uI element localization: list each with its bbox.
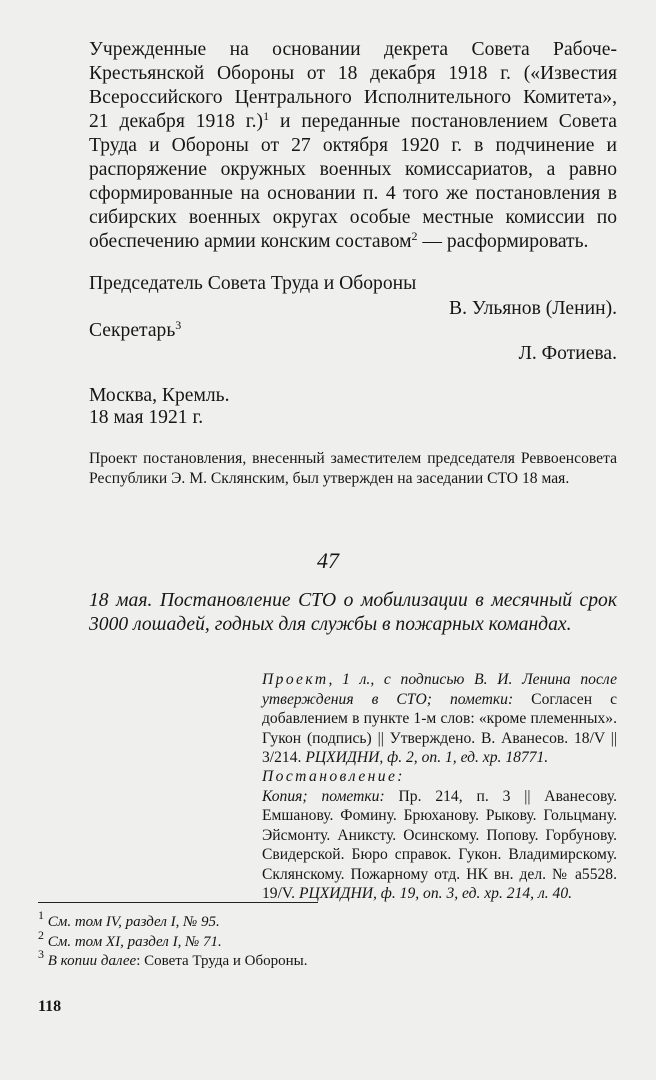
footnote-1-num: 1 (38, 908, 44, 922)
footnote-1 (38, 908, 598, 933)
archive-project (262, 670, 617, 768)
document-heading: 18 мая. Постановление СТО о мобилизации в месячный срок 3000 лошадей, годных для службы в пожарных командах. (89, 590, 617, 635)
project-marks-label: пометки: (449, 690, 514, 708)
place: Москва, Кремль. (89, 385, 230, 406)
project-desc: , 1 л., с подписью В. И. Ленина после утверждения в СТО; (262, 671, 617, 708)
decree-label: Постановление: (262, 768, 405, 785)
archive-decree (262, 767, 617, 904)
decree-copy-label: Копия; пометки: (262, 787, 385, 805)
secretary-title (89, 319, 617, 343)
chair-title: Председатель Совета Труда и Обороны (89, 273, 417, 294)
project-label: Проект (262, 671, 329, 688)
decree-text (89, 38, 617, 254)
date: 18 мая 1921 г. (89, 407, 204, 428)
footnote-ref-3: 3 (175, 318, 182, 332)
page-number: 118 (38, 998, 62, 1015)
secretary-name: Л. Фотиева. (518, 343, 617, 364)
footnote-1-text: См. том IV, раздел I, № 95. (47, 914, 220, 930)
main-paragraph (89, 38, 617, 254)
footnote-3-pre: В копии далее (47, 953, 137, 969)
footnote-ref-1: 1 (263, 109, 270, 123)
project-archive-ref: РЦХИДНИ, ф. 2, оп. 1, ед. хр. 18771. (305, 749, 549, 766)
main-paragraph-part2: и переданные постановлением Совета Труда и Обороны от 27 октября 1920 г. в подчинение и распоряжение окружных военных комиссариатов, а равно сформированные на основании п. 4 того же постановления в сибирских военных округах особые местные комиссии по обеспечению армии конским составом (89, 111, 617, 252)
decree-archive-ref: РЦХИДНИ, ф. 19, оп. 3, ед. хр. 214, л. 40. (298, 885, 573, 902)
editorial-note: Проект постановления, внесенный заместителем председателя Реввоенсовета Республики Э. М. Склянским, был утвержден на заседании СТО 18 мая. (89, 450, 617, 487)
main-paragraph-part1: Учрежденные на основании декрета Совета Рабоче-Крестьянской Обороны от 18 декабря 1918 г. («Известия Всероссийского Центрального Исполнительного Комитета», 21 декабря 1918 г.) (89, 39, 617, 132)
decree-marks: Пр. 214, п. 3 || Аванесову. Емшанову. Фомину. Брюханову. Рыкову. Гольцману. Эйсмонту. Аниксту. Осинскому. Попову. Горбунову. Свидерской. Бюро справок. Гукон. Владимирскому. Склянскому. Пожарному отд. НК вн. дел. № а5528. 19/V. (262, 787, 617, 902)
footnote-ref-2: 2 (411, 229, 418, 243)
main-paragraph-part3: — расформировать. (417, 231, 589, 252)
footnote-3-post: : Совета Труда и Обороны. (136, 953, 308, 969)
footnote-3 (38, 947, 598, 972)
footnotes (38, 908, 598, 972)
footnote-2 (38, 927, 598, 953)
document-number: 47 (317, 548, 339, 573)
footnote-2-num: 2 (38, 927, 44, 942)
footnote-3-num: 3 (38, 947, 44, 961)
footnote-divider (38, 902, 318, 903)
chair-name: В. Ульянов (Ленин). (449, 298, 617, 319)
secretary-title-text: Секретарь (89, 320, 176, 341)
project-marks: Согласен с добавлением в пункте 1-м слов: «кроме племенных». Гукон (подпись) || Утверждено. В. Аванесов. 18/V || 3/214. (262, 690, 618, 766)
footnote-2-text: См. том XI, раздел I, № 71. (47, 933, 222, 950)
